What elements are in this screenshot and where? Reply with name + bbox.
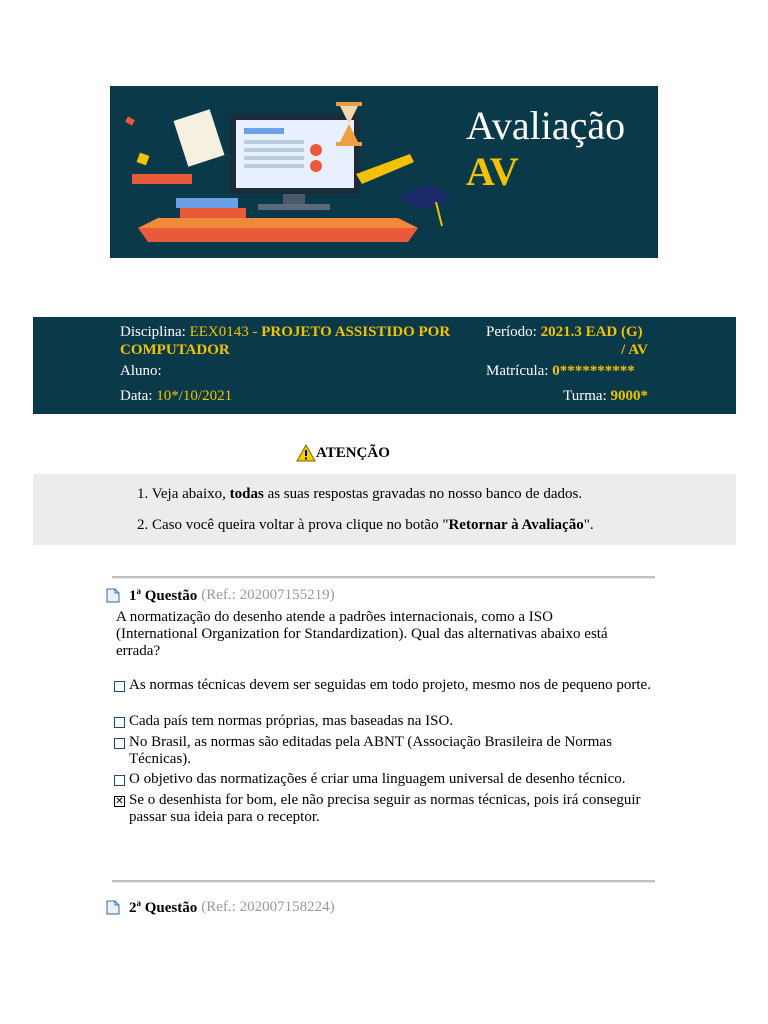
disciplina-code: EEX0143 - — [189, 324, 258, 340]
disciplina-name-cont: COMPUTADOR — [120, 342, 230, 358]
periodo-field: Período: 2021.3 EAD (G) / AV — [486, 324, 648, 358]
disciplina-field: Disciplina: EEX0143 - PROJETO ASSISTIDO POR COMPUTADOR — [120, 324, 451, 358]
question-divider — [112, 880, 655, 883]
data-field: Data: 10*/10/2021 — [120, 388, 233, 404]
banner — [110, 86, 658, 258]
checkbox-icon[interactable] — [114, 681, 125, 692]
turma-value: 9000* — [610, 388, 648, 404]
attention-notes — [33, 474, 736, 545]
note-item: 1. Veja abaixo, todas as suas respostas gravadas no nosso banco de dados. — [137, 486, 583, 502]
question-number: 2$^a$ Questão — [129, 898, 198, 916]
attention-title: ATENÇÃO — [316, 445, 390, 461]
disciplina-name: PROJETO ASSISTIDO POR — [261, 324, 451, 340]
banner-illustration — [118, 96, 458, 246]
question-ref: (Ref.: 202007155219) — [201, 587, 335, 603]
document-icon — [106, 588, 120, 603]
question-text: A normatização do desenho atende a padrões internacionais, como a ISO (International Organization for Standardization). Qual das alternativas abaixo está errada? — [116, 609, 608, 659]
retornar-avaliacao-ref: Retornar à Avaliação — [448, 517, 584, 533]
warning-icon — [296, 444, 316, 462]
question-number: 1$^a$ Questão — [129, 586, 198, 604]
question-header — [106, 586, 335, 605]
question-ref: (Ref.: 202007158224) — [201, 899, 335, 915]
checkbox-icon[interactable] — [114, 717, 125, 728]
banner-subtitle: AV — [466, 149, 519, 194]
question-divider — [112, 576, 655, 579]
answer-option[interactable]: As normas técnicas devem ser seguidas em todo projeto, mesmo nos de pequeno porte. — [114, 677, 654, 694]
aluno-field: Aluno: — [120, 363, 162, 379]
answer-option[interactable]: O objetivo das normatizações é criar uma linguagem universal de desenho técnico. — [114, 771, 654, 788]
periodo-value: 2021.3 EAD (G) — [540, 324, 643, 340]
matricula-field: Matrícula: 0********** — [486, 363, 635, 379]
data-value: 10*/10/2021 — [156, 388, 233, 404]
answer-option[interactable]: No Brasil, as normas são editadas pela ABNT (Associação Brasileira de Normas Técnicas). — [114, 734, 654, 768]
turma-field: Turma: 9000* — [563, 388, 648, 404]
checked-checkbox-icon[interactable]: ✕ — [115, 796, 124, 807]
note-item: 2. Caso você queira voltar à prova clique no botão "Retornar à Avaliação". — [137, 517, 594, 533]
answer-option-selected[interactable]: ✕ Se o desenhista for bom, ele não precisa seguir as normas técnicas, pois irá conseguir passar sua ideia para o receptor. — [115, 792, 641, 825]
document-icon — [106, 900, 120, 915]
answer-option[interactable]: Cada país tem normas próprias, mas baseadas na ISO. — [114, 713, 654, 730]
checkbox-icon[interactable] — [114, 738, 125, 749]
periodo-value-cont: / AV — [621, 342, 648, 358]
attention-heading — [296, 444, 390, 462]
matricula-value: 0********** — [552, 363, 635, 379]
student-info-panel — [33, 317, 736, 414]
banner-title: Avaliação — [466, 103, 626, 148]
checkbox-icon[interactable] — [114, 775, 125, 786]
question-header — [106, 898, 335, 917]
